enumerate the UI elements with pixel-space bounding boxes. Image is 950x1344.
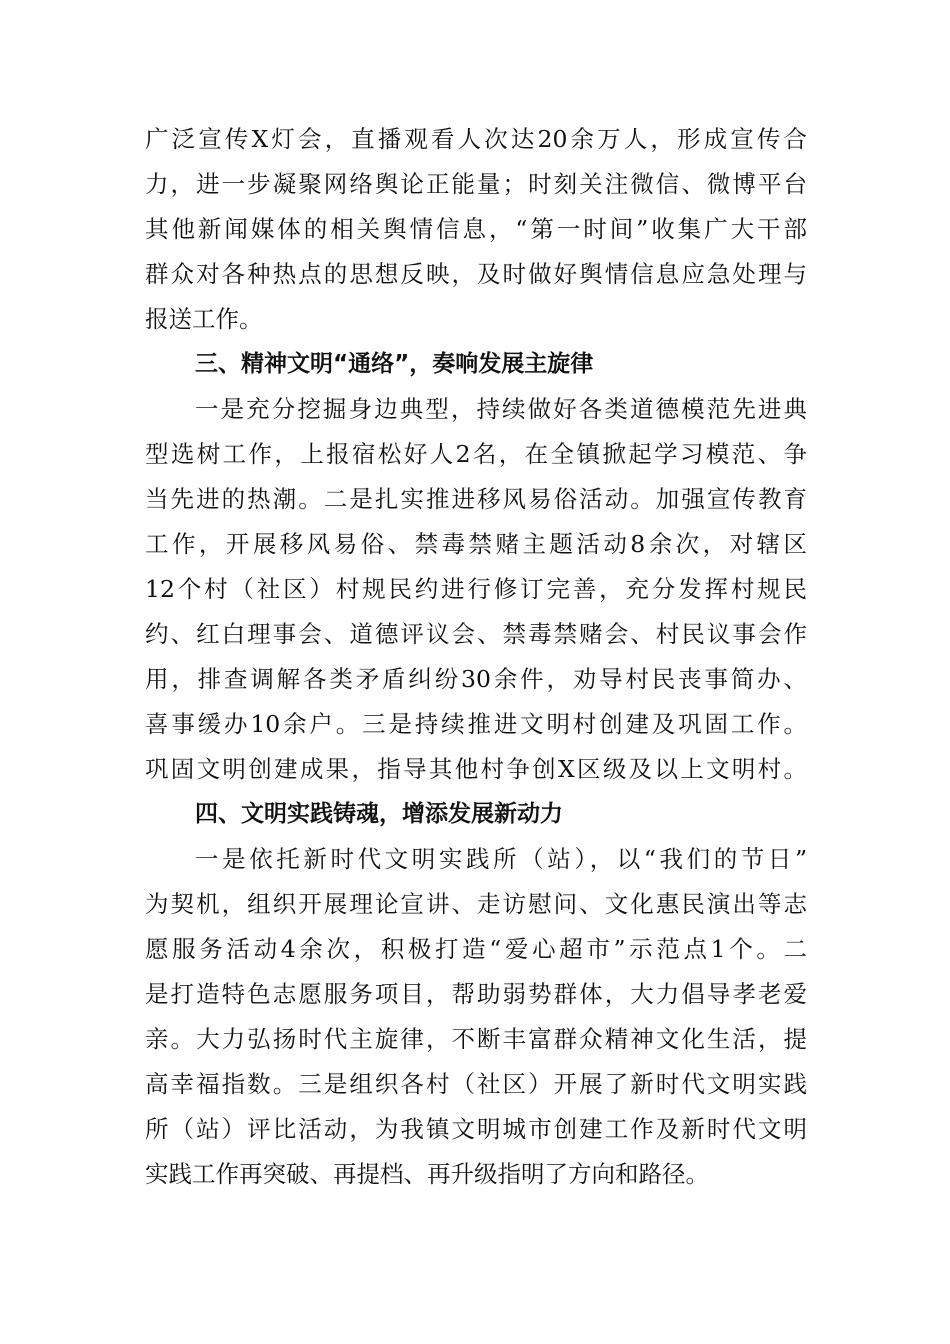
body-text-line: 一是依托新时代文明实践所（站），以“我们的节日”: [195, 845, 807, 873]
body-text-line: 高幸福指数。三是组织各村（社区）开展了新时代文明实践: [145, 1070, 807, 1098]
body-text-line: 广泛宣传X灯会，直播观看人次达20余万人，形成宣传合: [145, 125, 807, 153]
body-text-line: 实践工作再突破、再提档、再升级指明了方向和路径。: [145, 1160, 709, 1188]
body-text-line: 用，排查调解各类矛盾纠纷30余件，劝导村民丧事简办、: [145, 665, 807, 693]
body-text-line: 报送工作。: [145, 305, 263, 333]
body-text-line: 巩固文明创建成果，指导其他村争创X区级及以上文明村。: [145, 755, 807, 783]
body-text-line: 型选树工作，上报宿松好人2名，在全镇掀起学习模范、争: [145, 440, 807, 468]
body-text-line: 群众对各种热点的思想反映，及时做好舆情信息应急处理与: [145, 260, 807, 288]
body-text-line: 亲。大力弘扬时代主旋律，不断丰富群众精神文化生活，提: [145, 1025, 807, 1053]
body-text-line: 喜事缓办10余户。三是持续推进文明村创建及巩固工作。: [145, 710, 807, 738]
section-heading: 四、文明实践铸魂，增添发展新动力: [195, 801, 563, 827]
body-text-line: 一是充分挖掘身边典型，持续做好各类道德模范先进典: [195, 395, 807, 423]
section-heading: 三、精神文明“通络”，奏响发展主旋律: [195, 351, 594, 377]
body-text-line: 力，进一步凝聚网络舆论正能量；时刻关注微信、微博平台: [145, 170, 807, 198]
body-text-line: 为契机，组织开展理论宣讲、走访慰问、文化惠民演出等志: [145, 890, 807, 918]
body-text-line: 其他新闻媒体的相关舆情信息，“第一时间”收集广大干部: [145, 215, 807, 243]
body-text-line: 是打造特色志愿服务项目，帮助弱势群体，大力倡导孝老爱: [145, 980, 807, 1008]
body-text-line: 12个村（社区）村规民约进行修订完善，充分发挥村规民: [145, 575, 807, 603]
body-text-line: 愿服务活动4余次，积极打造“爱心超市”示范点1个。二: [145, 935, 807, 963]
body-text-line: 约、红白理事会、道德评议会、禁毒禁赌会、村民议事会作: [145, 620, 807, 648]
body-text-line: 当先进的热潮。二是扎实推进移风易俗活动。加强宣传教育: [145, 485, 807, 513]
body-text-line: 工作，开展移风易俗、禁毒禁赌主题活动8余次，对辖区: [145, 530, 807, 558]
body-text-line: 所（站）评比活动，为我镇文明城市创建工作及新时代文明: [145, 1115, 807, 1143]
